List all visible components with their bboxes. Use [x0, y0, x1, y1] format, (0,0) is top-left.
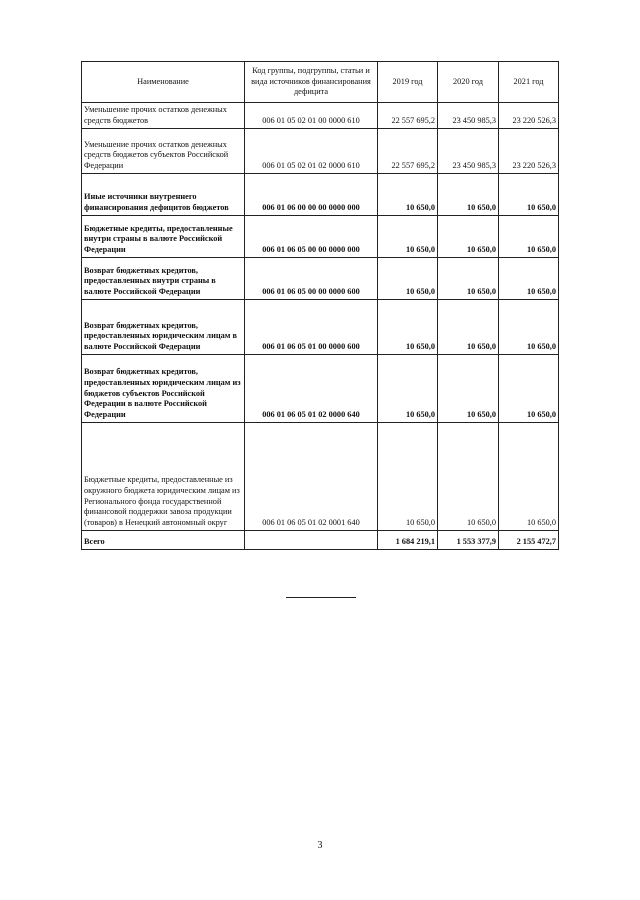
row-value-2021: 10 650,0 — [499, 258, 559, 300]
row-code: 006 01 06 05 00 00 0000 600 — [245, 258, 378, 300]
row-code: 006 01 06 05 01 02 0001 640 — [245, 423, 378, 531]
header-2020: 2020 год — [438, 62, 499, 103]
row-value-2019: 10 650,0 — [378, 300, 438, 355]
row-value-2020: 23 450 985,3 — [438, 129, 499, 174]
row-name: Уменьшение прочих остатков денежных средств бюджетов субъектов Российской Федерации — [82, 129, 245, 174]
row-value-2020: 10 650,0 — [438, 423, 499, 531]
row-code: 006 01 06 05 00 00 0000 000 — [245, 216, 378, 258]
row-name: Возврат бюджетных кредитов, предоставленных юридическим лицам из бюджетов субъектов Российской Федерации в валюте Российской Федерации — [82, 355, 245, 423]
row-name: Бюджетные кредиты, предоставленные внутри страны в валюте Российской Федерации — [82, 216, 245, 258]
row-code: 006 01 06 00 00 00 0000 000 — [245, 174, 378, 216]
row-value-2021: 10 650,0 — [499, 174, 559, 216]
header-2019: 2019 год — [378, 62, 438, 103]
row-name: Бюджетные кредиты, предоставленные из окружного бюджета юридическим лицам из Регионального фонда государственной финансовой поддержки завоза продукции (товаров) в Ненецкий автономный округ — [82, 423, 245, 531]
table-row — [82, 258, 559, 300]
table-row-total — [82, 531, 559, 550]
table-row — [82, 103, 559, 129]
row-value-2021: 10 650,0 — [499, 216, 559, 258]
table-row — [82, 129, 559, 174]
row-value-2021: 10 650,0 — [499, 423, 559, 531]
table-row — [82, 355, 559, 423]
row-code: 006 01 05 02 01 02 0000 610 — [245, 129, 378, 174]
row-name: Всего — [82, 531, 245, 550]
header-name: Наименование — [82, 62, 245, 103]
table-row — [82, 174, 559, 216]
row-value-2019: 10 650,0 — [378, 355, 438, 423]
row-value-2021: 10 650,0 — [499, 355, 559, 423]
row-code: 006 01 06 05 01 02 0000 640 — [245, 355, 378, 423]
row-value-2019: 22 557 695,2 — [378, 103, 438, 129]
row-value-2020: 1 553 377,9 — [438, 531, 499, 550]
page-number: 3 — [317, 840, 323, 851]
sources-table — [81, 61, 559, 550]
header-code: Код группы, подгруппы, статьи и вида источников финансирования дефицита — [245, 62, 378, 103]
table-row — [82, 300, 559, 355]
table-row — [82, 423, 559, 531]
row-name: Возврат бюджетных кредитов, предоставленных юридическим лицам в валюте Российской Федерации — [82, 300, 245, 355]
row-value-2019: 1 684 219,1 — [378, 531, 438, 550]
row-value-2019: 10 650,0 — [378, 258, 438, 300]
table-header-row — [82, 62, 559, 103]
row-value-2020: 10 650,0 — [438, 216, 499, 258]
row-value-2020: 10 650,0 — [438, 300, 499, 355]
row-name: Возврат бюджетных кредитов, предоставленных внутри страны в валюте Российской Федерации — [82, 258, 245, 300]
row-value-2020: 23 450 985,3 — [438, 103, 499, 129]
separator-line — [286, 597, 356, 598]
row-value-2019: 10 650,0 — [378, 174, 438, 216]
row-value-2020: 10 650,0 — [438, 258, 499, 300]
row-value-2019: 10 650,0 — [378, 423, 438, 531]
header-2021: 2021 год — [499, 62, 559, 103]
row-value-2021: 23 220 526,3 — [499, 103, 559, 129]
row-name: Иные источники внутреннего финансирования дефицитов бюджетов — [82, 174, 245, 216]
row-value-2021: 23 220 526,3 — [499, 129, 559, 174]
row-value-2020: 10 650,0 — [438, 355, 499, 423]
row-name: Уменьшение прочих остатков денежных средств бюджетов — [82, 103, 245, 129]
row-code: 006 01 06 05 01 00 0000 600 — [245, 300, 378, 355]
row-code — [245, 531, 378, 550]
row-code: 006 01 05 02 01 00 0000 610 — [245, 103, 378, 129]
row-value-2019: 22 557 695,2 — [378, 129, 438, 174]
row-value-2021: 10 650,0 — [499, 300, 559, 355]
row-value-2020: 10 650,0 — [438, 174, 499, 216]
table-row — [82, 216, 559, 258]
row-value-2019: 10 650,0 — [378, 216, 438, 258]
row-value-2021: 2 155 472,7 — [499, 531, 559, 550]
